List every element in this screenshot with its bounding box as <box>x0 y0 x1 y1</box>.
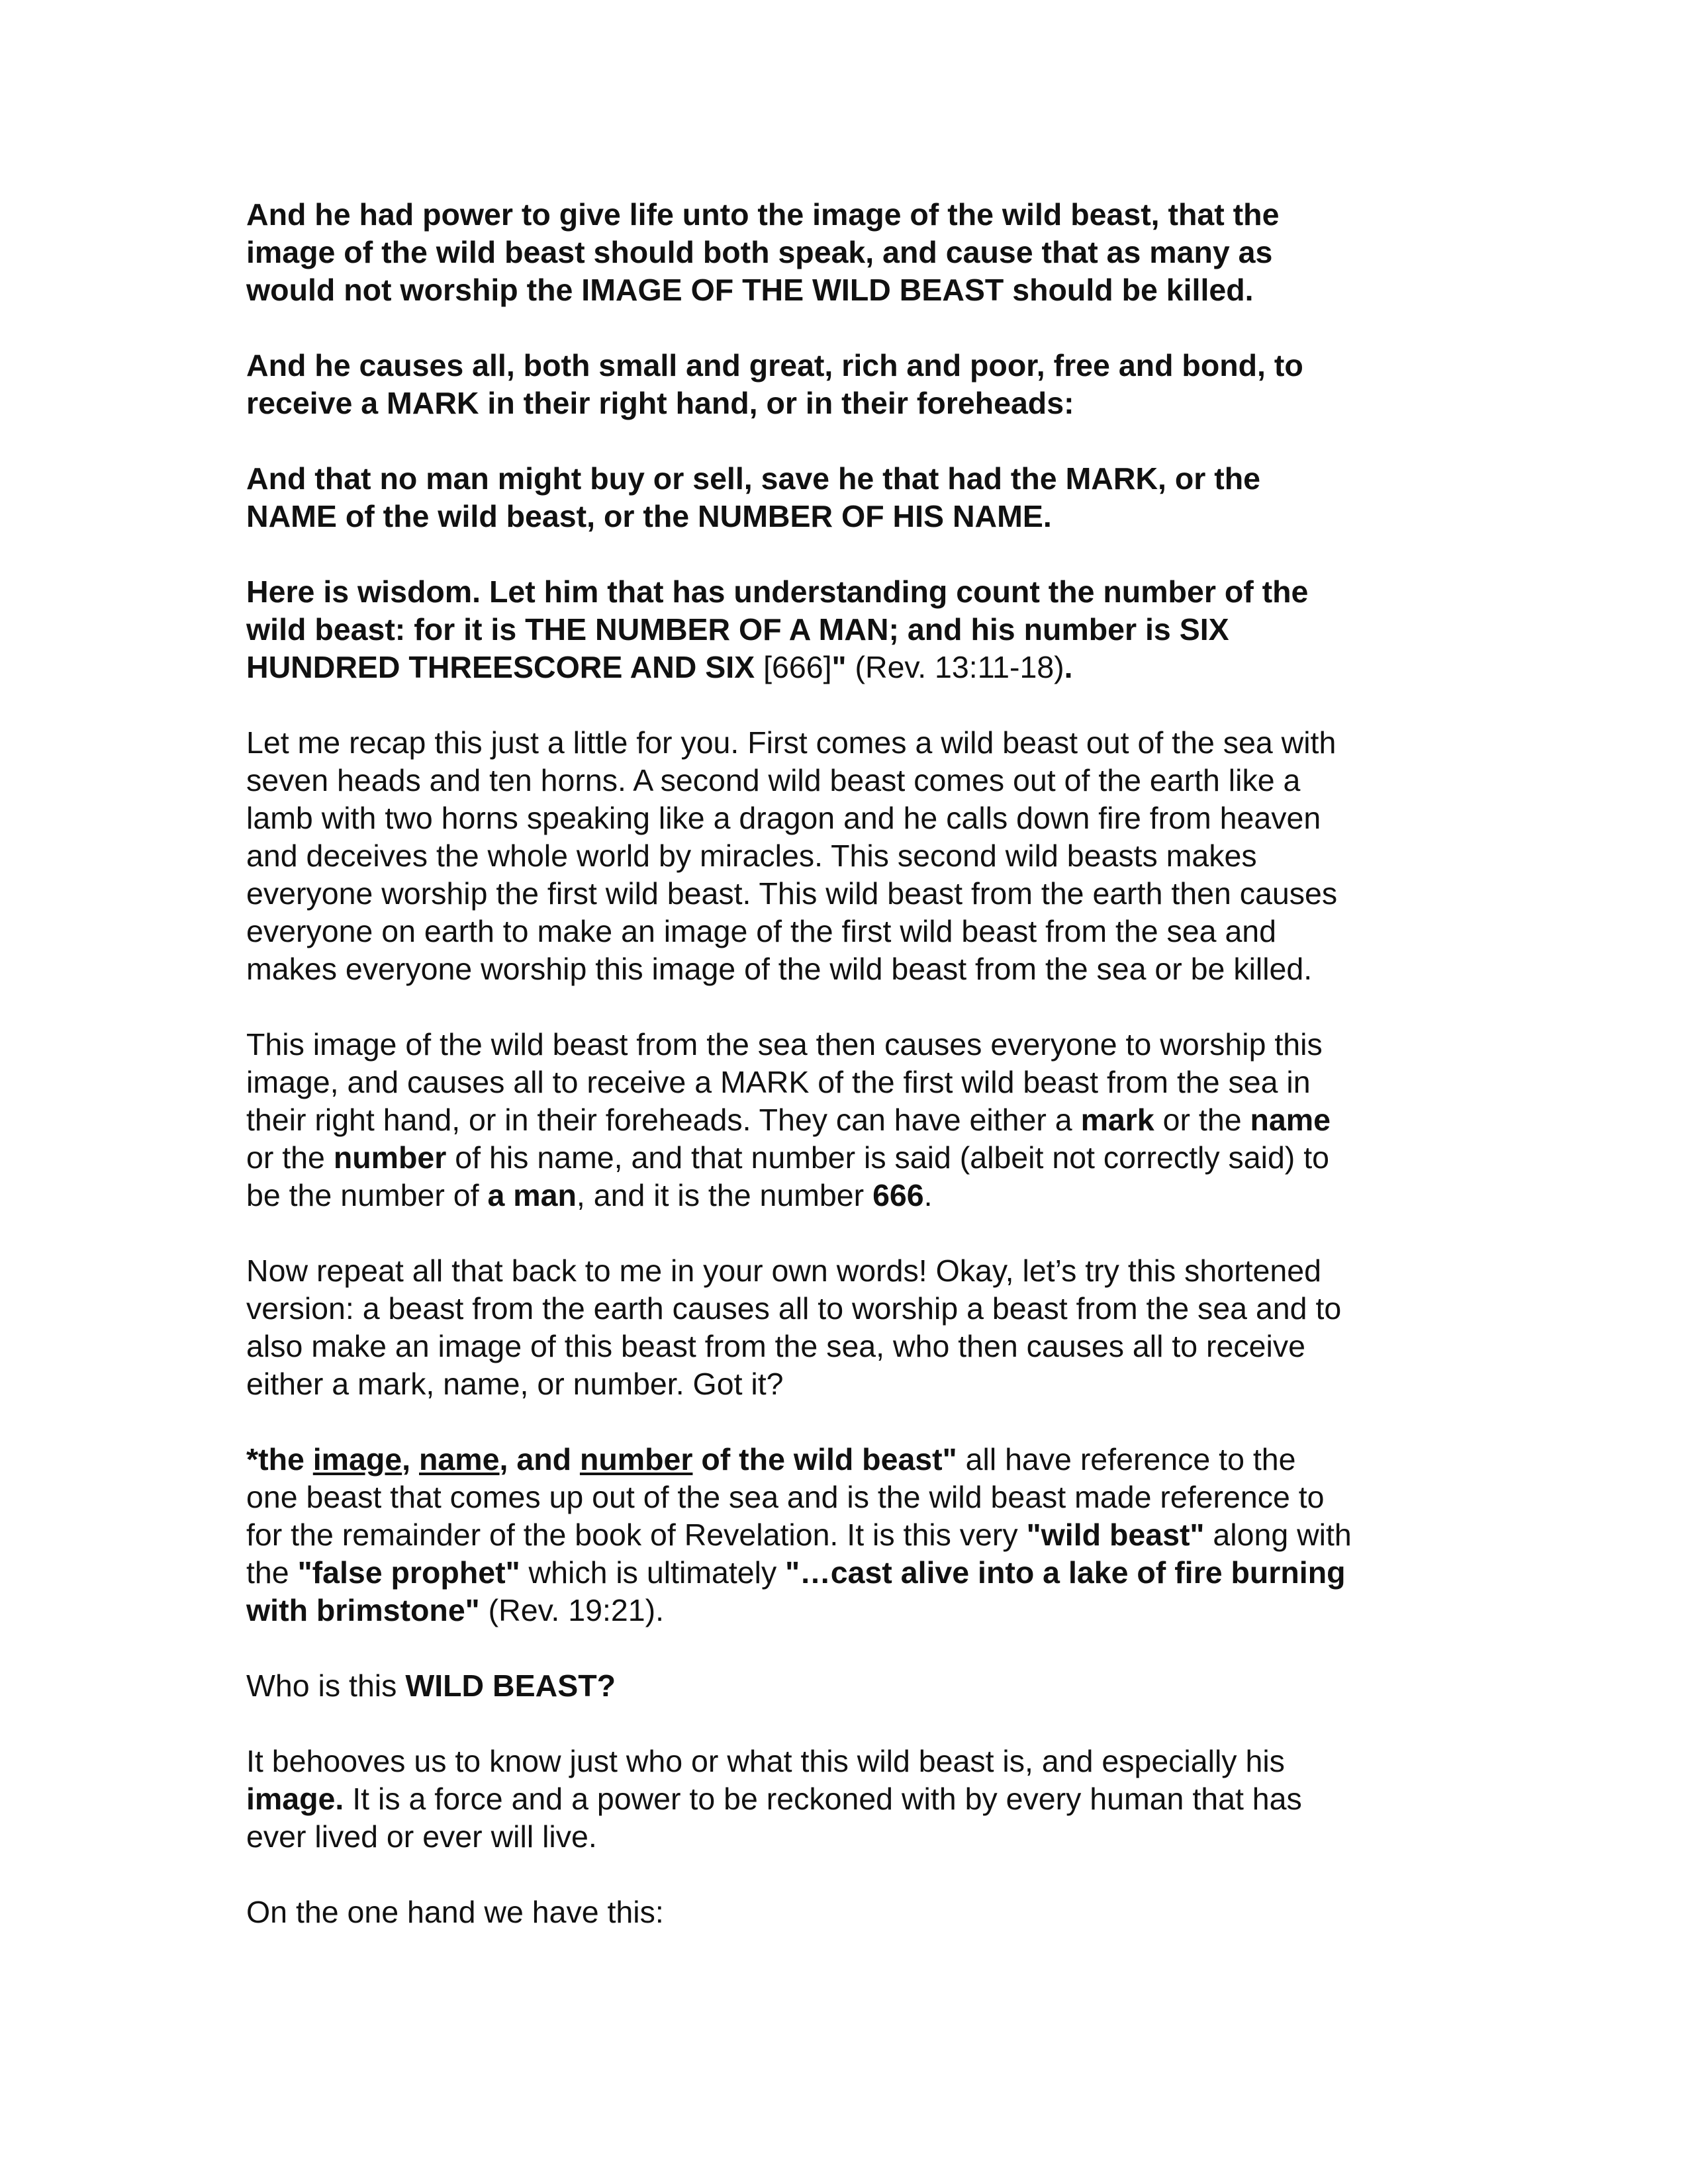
underlined-bold-text: number <box>579 1442 693 1477</box>
text-run: , and it is the number <box>576 1178 873 1212</box>
text-run: the <box>246 1555 298 1590</box>
bold-text: "wild beast" <box>1026 1518 1205 1552</box>
bold-text: image. <box>246 1782 344 1816</box>
bold-text: , <box>402 1442 420 1477</box>
text-line <box>246 875 1444 913</box>
text-run: everyone worship the first wild beast. This wild beast from the earth then causes <box>246 876 1338 911</box>
bold-text: image of the wild beast should both speak, and cause that as many as <box>246 235 1273 269</box>
paragraph-p8 <box>246 1441 1444 1629</box>
paragraph-p7 <box>246 1252 1444 1403</box>
text-line <box>246 460 1444 498</box>
text-run: (Rev. 13:11-18) <box>846 650 1064 684</box>
bold-text: , and <box>499 1442 580 1477</box>
text-line <box>246 611 1444 649</box>
text-line <box>246 913 1444 950</box>
text-line <box>246 347 1444 385</box>
text-line <box>246 498 1444 535</box>
paragraph-p1 <box>246 196 1444 309</box>
bold-text: NAME of the wild beast, or the NUMBER OF HIS NAME. <box>246 499 1052 533</box>
text-run: On the one hand we have this: <box>246 1895 664 1929</box>
bold-text: wild beast: for it is THE NUMBER OF A MAN; and his number is SIX <box>246 612 1229 647</box>
bold-text: Here is wisdom. Let him that has understanding count the number of the <box>246 574 1309 609</box>
bold-text: 666 <box>872 1178 924 1212</box>
paragraph-p10 <box>246 1743 1444 1856</box>
text-run: It is a force and a power to be reckoned with by every human that has <box>344 1782 1302 1816</box>
text-run: which is ultimately <box>520 1555 786 1590</box>
text-run: be the number of <box>246 1178 488 1212</box>
paragraph-p4 <box>246 573 1444 686</box>
text-line <box>246 1516 1444 1554</box>
text-run: ever lived or ever will live. <box>246 1819 597 1854</box>
text-run: Who is this <box>246 1668 406 1703</box>
text-line <box>246 234 1444 271</box>
bold-text: of the wild beast" <box>692 1442 957 1477</box>
bold-text: " <box>831 650 847 684</box>
text-run: their right hand, or in their foreheads. They can have either a <box>246 1103 1081 1137</box>
bold-text: And he causes all, both small and great, rich and poor, free and bond, to <box>246 348 1303 383</box>
text-line <box>246 385 1444 422</box>
text-line <box>246 1365 1444 1403</box>
text-run: and deceives the whole world by miracles. This second wild beasts makes <box>246 839 1257 873</box>
bold-text: WILD BEAST? <box>405 1668 616 1703</box>
text-run: makes everyone worship this image of the wild beast from the sea or be killed. <box>246 952 1313 986</box>
paragraph-p6 <box>246 1026 1444 1214</box>
text-line <box>246 1026 1444 1064</box>
text-run: or the <box>1154 1103 1250 1137</box>
underlined-bold-text: image <box>312 1442 402 1477</box>
bold-text: a man <box>487 1178 577 1212</box>
text-line <box>246 1743 1444 1780</box>
text-line <box>246 1139 1444 1177</box>
text-run: Now repeat all that back to me in your own words! Okay, let’s try this shortened <box>246 1253 1321 1288</box>
paragraph-p3 <box>246 460 1444 535</box>
text-line <box>246 1441 1444 1479</box>
text-run: either a mark, name, or number. Got it? <box>246 1367 784 1401</box>
bold-text: HUNDRED THREESCORE AND SIX <box>246 650 755 684</box>
text-line <box>246 573 1444 611</box>
text-run: image, and causes all to receive a MARK of the first wild beast from the sea in <box>246 1065 1311 1099</box>
bold-text: would not worship the IMAGE OF THE WILD BEAST should be killed. <box>246 273 1254 307</box>
bold-text: "false prophet" <box>297 1555 520 1590</box>
text-line <box>246 1667 1444 1705</box>
text-line <box>246 799 1444 837</box>
bold-text: with brimstone" <box>246 1593 480 1627</box>
text-line <box>246 1780 1444 1818</box>
bold-text: receive a MARK in their right hand, or in their foreheads: <box>246 386 1074 420</box>
text-run: . <box>923 1178 933 1212</box>
text-line <box>246 1818 1444 1856</box>
bold-text: And that no man might buy or sell, save he that had the MARK, or the <box>246 461 1261 496</box>
text-line <box>246 1893 1444 1931</box>
paragraph-p5 <box>246 724 1444 988</box>
text-run: all have reference to the <box>957 1442 1296 1477</box>
text-run: It behooves us to know just who or what this wild beast is, and especially his <box>246 1744 1285 1778</box>
bold-text: "…cast alive into a lake of fire burning <box>785 1555 1346 1590</box>
text-line <box>246 1252 1444 1290</box>
text-run: everyone on earth to make an image of the first wild beast from the sea and <box>246 914 1277 948</box>
text-run: or the <box>246 1140 334 1175</box>
text-line <box>246 1101 1444 1139</box>
bold-text: *the <box>246 1442 313 1477</box>
paragraph-p11 <box>246 1893 1444 1931</box>
text-line <box>246 1290 1444 1328</box>
text-line <box>246 950 1444 988</box>
text-run: along with <box>1204 1518 1352 1552</box>
text-run: version: a beast from the earth causes all to worship a beast from the sea and to <box>246 1291 1342 1326</box>
text-line <box>246 762 1444 799</box>
text-run: one beast that comes up out of the sea and is the wild beast made reference to <box>246 1480 1325 1514</box>
text-line <box>246 1554 1444 1592</box>
paragraph-p2 <box>246 347 1444 422</box>
text-run: also make an image of this beast from the sea, who then causes all to receive <box>246 1329 1305 1363</box>
text-line <box>246 1064 1444 1101</box>
text-run: lamb with two horns speaking like a dragon and he calls down fire from heaven <box>246 801 1321 835</box>
text-run: [666] <box>755 650 832 684</box>
text-line <box>246 1592 1444 1629</box>
document-page <box>246 196 1444 1969</box>
bold-text: mark <box>1080 1103 1154 1137</box>
text-line <box>246 724 1444 762</box>
text-line <box>246 837 1444 875</box>
text-line <box>246 1177 1444 1214</box>
underlined-bold-text: name <box>419 1442 500 1477</box>
text-line <box>246 649 1444 686</box>
paragraph-p9 <box>246 1667 1444 1705</box>
text-run: for the remainder of the book of Revelation. It is this very <box>246 1518 1027 1552</box>
text-run: seven heads and ten horns. A second wild beast comes out of the earth like a <box>246 763 1301 797</box>
bold-text: And he had power to give life unto the image of the wild beast, that the <box>246 197 1280 232</box>
bold-text: number <box>333 1140 447 1175</box>
text-run: This image of the wild beast from the sea then causes everyone to worship this <box>246 1027 1323 1062</box>
text-line <box>246 196 1444 234</box>
text-line <box>246 1479 1444 1516</box>
text-line <box>246 271 1444 309</box>
text-run: Let me recap this just a little for you. First comes a wild beast out of the sea with <box>246 725 1336 760</box>
bold-text: name <box>1250 1103 1331 1137</box>
text-line <box>246 1328 1444 1365</box>
text-run: (Rev. 19:21). <box>479 1593 664 1627</box>
bold-text: . <box>1064 650 1073 684</box>
text-run: of his name, and that number is said (albeit not correctly said) to <box>446 1140 1329 1175</box>
